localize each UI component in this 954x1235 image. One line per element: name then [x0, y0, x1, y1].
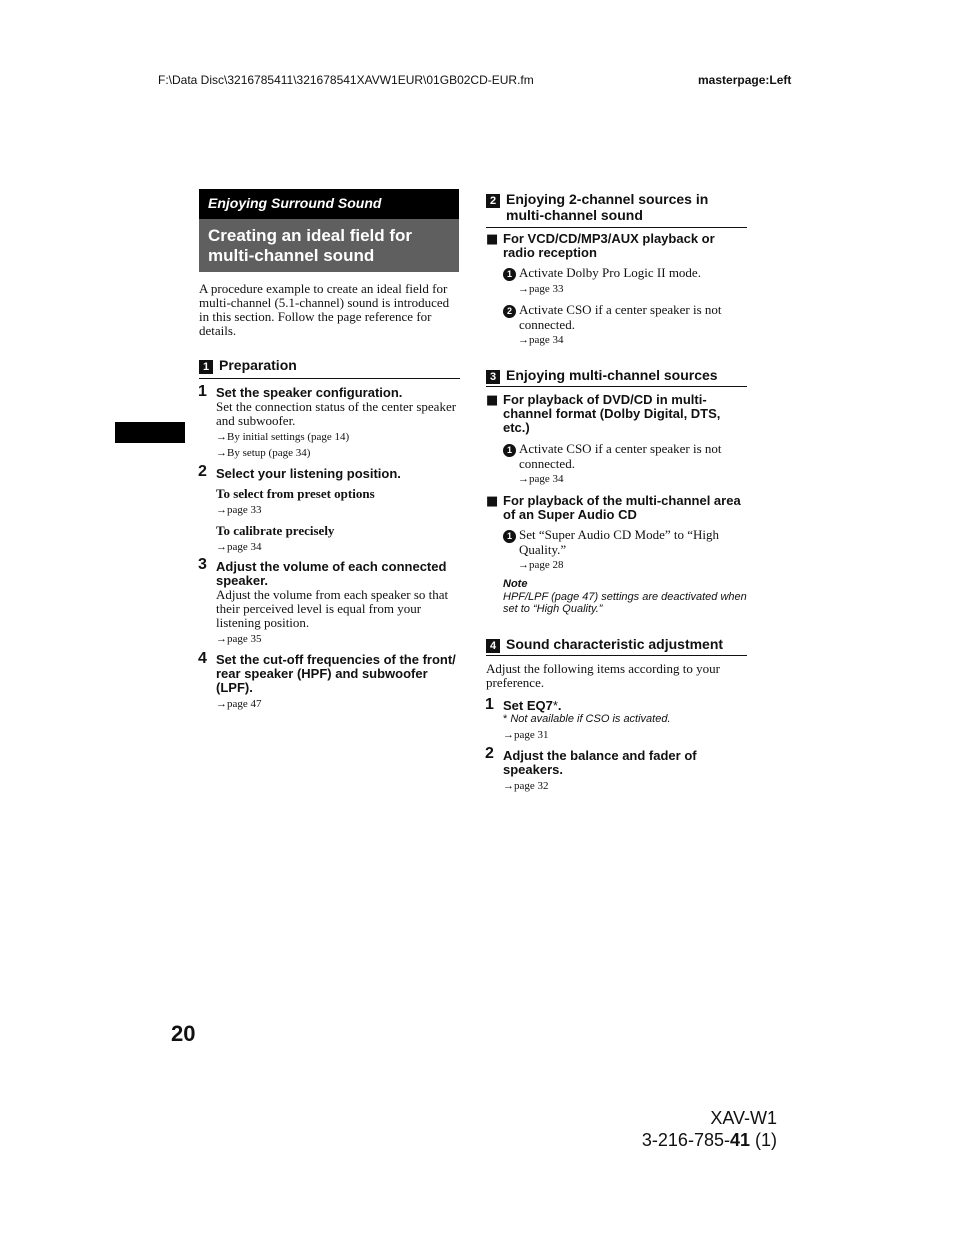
note-label: Note	[503, 578, 528, 590]
arrow-icon: →	[216, 541, 227, 553]
page-reference: →page 28	[518, 559, 564, 571]
step-title: Set the cut-off frequencies of the front/ rear speaker (HPF) and subwoofer (LPF).	[216, 652, 456, 695]
page-reference: →page 35	[216, 633, 262, 645]
square-bullet-icon: ■	[486, 494, 499, 509]
heading-sound-adjustment: 4 Sound characteristic adjustment	[486, 636, 747, 656]
circled-number-icon: 1	[503, 268, 516, 281]
square-bullet-icon: ■	[486, 393, 499, 408]
arrow-icon: →	[216, 431, 227, 443]
side-tab-marker	[115, 422, 185, 443]
step-title: Set the speaker configuration.	[216, 385, 403, 400]
list-item: 1 Activate Dolby Pro Logic II mode.	[503, 266, 749, 281]
arrow-icon: →	[216, 504, 227, 516]
step-body: Set the connection status of the center speaker and subwoofer.	[216, 399, 457, 428]
arrow-icon: →	[216, 698, 227, 710]
title-line: multi-channel sound	[208, 246, 375, 265]
step-body: Adjust the volume from each speaker so that their perceived level is equal from your listening position.	[216, 587, 449, 630]
bullet-heading: For playback of DVD/CD in multi- channel format (Dolby Digital, DTS, etc.)	[503, 392, 721, 435]
arrow-icon: →	[216, 633, 227, 645]
number-badge: 1	[199, 360, 213, 374]
step-title: Select your listening position.	[216, 466, 401, 481]
page-reference: →By initial settings (page 14)	[216, 431, 350, 443]
circled-number-icon: 2	[503, 305, 516, 318]
arrow-icon: →	[518, 283, 529, 295]
section-intro: Adjust the following items according to your preference.	[486, 661, 720, 690]
page-reference: →page 33	[216, 504, 262, 516]
number-badge: 3	[486, 370, 500, 384]
title-line: Creating an ideal field for	[208, 226, 413, 245]
page-reference: →By setup (page 34)	[216, 447, 311, 459]
arrow-icon: →	[216, 447, 227, 459]
list-item: 2 Activate CSO if a center speaker is not connected.	[503, 303, 749, 332]
page-number: 20	[171, 1021, 196, 1046]
circled-number-icon: 1	[503, 530, 516, 543]
number-badge: 2	[486, 194, 500, 208]
file-path: F:\Data Disc\3216785411\321678541XAVW1EUR\01GB02CD-EUR.fm	[158, 73, 534, 87]
page-title	[199, 219, 459, 272]
bullet-heading: For VCD/CD/MP3/AUX playback or radio reception	[503, 231, 715, 260]
heading-preparation: 1 Preparation	[199, 357, 460, 379]
arrow-icon: →	[518, 559, 529, 571]
sub-heading: To select from preset options	[216, 486, 375, 501]
arrow-icon: →	[503, 780, 514, 792]
page-reference: →page 32	[503, 780, 549, 792]
page-reference: →page 31	[503, 729, 549, 741]
page-reference: →page 34	[518, 334, 564, 346]
arrow-icon: →	[518, 334, 529, 346]
heading-2-channel: 2 Enjoying 2-channel sources in multi-channel sound	[486, 191, 747, 228]
step-number: 2	[485, 745, 494, 762]
step-title: Set EQ7*.	[503, 698, 562, 713]
list-item: 1 Activate CSO if a center speaker is not connected.	[503, 442, 749, 471]
step-title: Adjust the volume of each connected speaker.	[216, 559, 447, 588]
sub-heading: To calibrate precisely	[216, 523, 335, 538]
section-label: Enjoying Surround Sound	[199, 189, 459, 219]
model-name: XAV-W1	[710, 1108, 777, 1128]
step-title: Adjust the balance and fader of speakers.	[503, 748, 697, 777]
arrow-icon: →	[503, 729, 514, 741]
masterpage-label: masterpage:Left	[698, 73, 792, 87]
intro-paragraph: A procedure example to create an ideal field for multi-channel (5.1-channel) sound is introduced in this section. Follow the page reference for details.	[199, 281, 450, 338]
step-number: 2	[198, 463, 207, 480]
heading-multi-channel: 3 Enjoying multi-channel sources	[486, 367, 747, 387]
circled-number-icon: 1	[503, 444, 516, 457]
arrow-icon: →	[518, 473, 529, 485]
step-number: 4	[198, 650, 207, 667]
note-text: HPF/LPF (page 47) settings are deactivated when set to “High Quality.”	[503, 591, 747, 615]
bullet-heading: For playback of the multi-channel area of an Super Audio CD	[503, 493, 741, 522]
page-reference: →page 47	[216, 698, 262, 710]
number-badge: 4	[486, 639, 500, 653]
page-reference: →page 34	[518, 473, 564, 485]
step-number: 1	[198, 383, 207, 400]
square-bullet-icon: ■	[486, 232, 499, 247]
page-reference: →page 34	[216, 541, 262, 553]
part-number: 3-216-785-41 (1)	[641, 1130, 777, 1150]
page-reference: →page 33	[518, 283, 564, 295]
list-item: 1 Set “Super Audio CD Mode” to “High Quality.”	[503, 528, 749, 557]
step-number: 3	[198, 556, 207, 573]
step-number: 1	[485, 696, 494, 713]
footnote: * Not available if CSO is activated.	[503, 713, 671, 725]
